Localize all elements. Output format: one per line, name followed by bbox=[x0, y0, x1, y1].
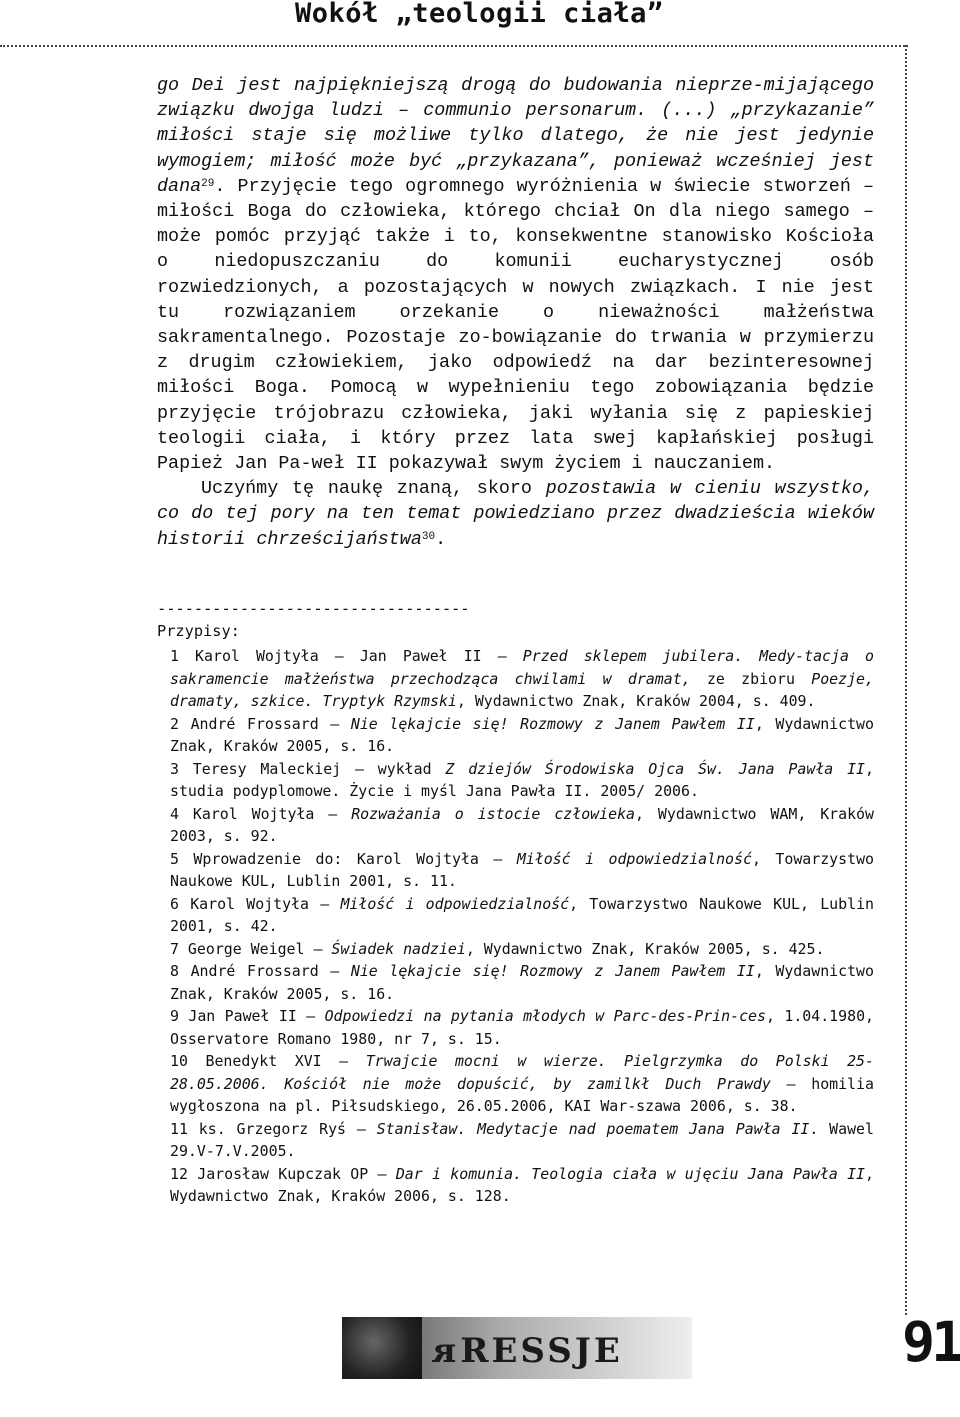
footnote-12 bbox=[170, 1163, 874, 1208]
footnote-text: , Towarzystwo Naukowe KUL, Lublin 2001, s. 42. bbox=[170, 894, 874, 935]
footnote-text: , Wydawnictwo Znak, Kraków 2005, s. 16. bbox=[170, 714, 874, 755]
footnote-text: 8 André Frossard – bbox=[170, 962, 351, 980]
footnote-ref-30: 30 bbox=[421, 530, 436, 543]
footnote-title: Przed sklepem jubilera. Medy-tacja o sakramencie małżeństwa przechodząca chwilami w dramat, bbox=[170, 647, 874, 688]
footnote-text: , Wydawnictwo Znak, Kraków 2005, s. 425. bbox=[465, 939, 825, 958]
footnote-title: Poezje, dramaty, szkice. Tryptyk Rzymski bbox=[170, 669, 874, 710]
footnote-text: 7 George Weigel – bbox=[170, 939, 332, 958]
footnote-5 bbox=[170, 848, 874, 893]
side-dotted-rule bbox=[905, 45, 907, 1315]
footnote-text: 6 Karol Wojtyła – bbox=[170, 894, 341, 913]
footnote-text: , 1.04.1980, Osservatore Romano 1980, nr 7, s. 15. bbox=[170, 1007, 875, 1048]
paragraph-end: . bbox=[435, 528, 447, 550]
footnote-title: Nie lękajcie się! Rozmowy z Janem Pawłem II bbox=[350, 962, 755, 980]
footnote-text: 10 Benedykt XVI – bbox=[170, 1052, 366, 1070]
paragraph-text: Uczyńmy tę naukę znaną, skoro bbox=[201, 478, 546, 500]
footnote-text: 4 Karol Wojtyła – bbox=[170, 804, 352, 823]
quotation-italic: pozostawia w cieniu wszystko, co do tej pory na ten temat powiedziano przez dwadzieścia wieków historii chrześcijaństwa bbox=[157, 478, 874, 550]
footnote-text: , Wydawnictwo Znak, Kraków 2006, s. 128. bbox=[170, 1164, 874, 1205]
footnote-title: Miłość i odpowiedzialność bbox=[516, 849, 752, 868]
footnotes-heading: Przypisy: bbox=[157, 622, 240, 640]
footnote-8 bbox=[170, 960, 874, 1005]
paragraph-1 bbox=[157, 73, 874, 476]
footnote-title: Dar i komunia. Teologia ciała w ujęciu Jana Pawła II bbox=[395, 1164, 866, 1183]
paragraph-2 bbox=[157, 476, 874, 552]
footnote-text: , Wydawnictwo WAM, Kraków 2003, s. 92. bbox=[170, 804, 874, 845]
quotation-italic: go Dei jest najpiękniejszą drogą do budowania nieprze-mijającego związku dwojga ludzi – communio personarum. (...) „przykazanie” miłości staje się możliwe tylko dlatego, że nie jest jedynie wymogiem; miłość może być „przykazana”, ponieważ wcześniej jest dana bbox=[157, 75, 874, 197]
page-number: 91 bbox=[902, 1310, 960, 1374]
footnote-ref-29: 29 bbox=[201, 177, 215, 190]
footnote-title: Z dziejów Środowiska Ojca Św. Jana Pawła II bbox=[445, 759, 866, 778]
footnote-1 bbox=[170, 645, 874, 713]
footnote-title: Stanisław. Medytacje nad poematem Jana Pawła II bbox=[376, 1119, 810, 1138]
footnote-title: Trwajcie mocni w wierze. Pielgrzymka do Polski 25-28.05.2006. Kościół nie może dopuścić, by zamilkł Duch Prawdy bbox=[170, 1052, 874, 1093]
footnote-2 bbox=[170, 713, 874, 758]
header-dotted-rule bbox=[0, 45, 908, 47]
footnote-title: Rozważania o istocie człowieka bbox=[351, 804, 635, 823]
footnote-text: . Wawel 29.V-7.V.2005. bbox=[170, 1119, 874, 1160]
footnote-text: – homilia wygłoszona na pl. Piłsudskiego, 26.05.2006, KAI War-szawa 2006, s. 38. bbox=[170, 1074, 874, 1115]
footnote-4 bbox=[170, 803, 874, 848]
article-body bbox=[157, 73, 874, 552]
footnotes-list bbox=[170, 645, 874, 1208]
footnote-text: 11 ks. Grzegorz Ryś – bbox=[170, 1119, 377, 1138]
paragraph-text: . Przyjęcie tego ogromnego wyróżnienia w świecie stworzeń – miłości Boga do człowieka, którego chciał On dla niego samego – może pomóc przyjąć także i to, konsekwentne stanowisko Kościoła o niedopuszczaniu do komunii eucharystycznej osób rozwiedzionych, a pozostających w nowych związkach. I nie jest tu rozwiązaniem orzekanie o nieważności małżeństwa sakramentalnego. Pozostaje zo-bowiązanie do trwania w przymierzu z drugim człowiekiem, jako odpowiedź na dar bezinteresownej miłości Boga. Pomocą w wypełnieniu tego zobowiązania będzie przyjęcie trójobrazu człowieka, jaki wyłania się z papieskiej teologii ciała, i który przez lata swej kapłańskiej posługi Papież Jan Pa-weł II pokazywał swym życiem i nauczaniem. bbox=[157, 175, 874, 475]
footnote-text: 3 Teresy Maleckiej – wykład bbox=[170, 759, 446, 778]
running-header-title: Wokół „teologii ciała” bbox=[295, 0, 664, 29]
footnote-title: Nie lękajcie się! Rozmowy z Janem Pawłem II bbox=[350, 714, 755, 733]
footnote-text: , studia podyplomowe. Życie i myśl Jana Pawła II. 2005/ 2006. bbox=[170, 759, 874, 800]
footnote-separator: ---------------------------------- bbox=[157, 600, 470, 618]
footnote-title: Miłość i odpowiedzialność bbox=[340, 894, 570, 913]
footnote-6 bbox=[170, 893, 874, 938]
footnote-text: 9 Jan Paweł II – bbox=[170, 1007, 325, 1025]
footnote-title: Odpowiedzi na pytania młodych w Parc-des-Prin-ces bbox=[324, 1007, 766, 1025]
footnote-9 bbox=[170, 1005, 874, 1050]
footnote-text: 1 Karol Wojtyła – Jan Paweł II – bbox=[170, 647, 523, 665]
footnote-text: 5 Wprowadzenie do: Karol Wojtyła – bbox=[170, 849, 517, 868]
footnote-10 bbox=[170, 1050, 874, 1118]
footnote-text: , Wydawnictwo Znak, Kraków 2004, s. 409. bbox=[456, 692, 816, 710]
magazine-logo bbox=[342, 1317, 692, 1379]
footnote-7 bbox=[170, 938, 874, 961]
footnote-text: 2 André Frossard – bbox=[170, 714, 351, 733]
footnote-title: Świadek nadziei bbox=[331, 939, 466, 958]
footnote-text: , Wydawnictwo Znak, Kraków 2005, s. 16. bbox=[170, 962, 874, 1003]
footnote-text: ze zbioru bbox=[690, 669, 812, 688]
logo-photo bbox=[342, 1317, 422, 1379]
footnote-text: 12 Jarosław Kupczak OP – bbox=[170, 1164, 396, 1183]
footnote-11 bbox=[170, 1118, 874, 1163]
footnote-text: , Towarzystwo Naukowe KUL, Lublin 2001, s. 11. bbox=[170, 849, 875, 890]
footnote-3 bbox=[170, 758, 874, 803]
logo-wordmark: ᴙRESSJE bbox=[430, 1331, 623, 1371]
